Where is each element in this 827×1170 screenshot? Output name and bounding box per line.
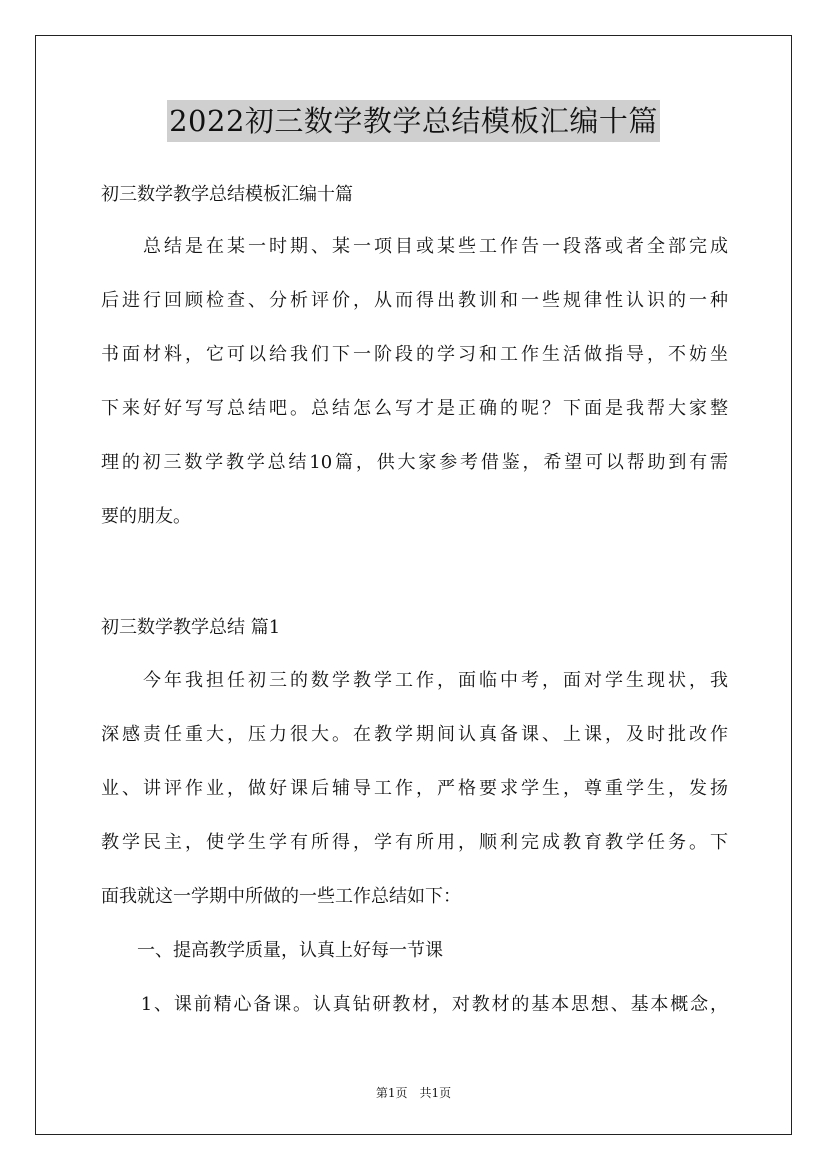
page-footer: 第1页 共1页 — [375, 1086, 452, 1100]
section-line: 面我就这一学期中所做的一些工作总结如下： — [101, 886, 461, 907]
intro-line: 后进行回顾检查、分析评价，从而得出教训和一些规律性认识的一种 — [101, 290, 728, 311]
section-line: 今年我担任初三的数学教学工作，面临中考，面对学生现状，我 — [101, 670, 728, 691]
title-wrap — [0, 100, 827, 142]
section-line: 业、讲评作业，做好课后辅导工作，严格要求学生，尊重学生，发扬 — [101, 778, 728, 799]
item-line: 1、课前精心备课。认真钻研教材，对教材的基本思想、基本概念， — [101, 994, 728, 1015]
section-line: 深感责任重大，压力很大。在教学期间认真备课、上课，及时批改作 — [101, 724, 728, 745]
intro-line: 理的初三数学教学总结10篇，供大家参考借鉴，希望可以帮助到有需 — [101, 452, 728, 473]
intro-line: 书面材料，它可以给我们下一阶段的学习和工作生活做指导，不妨坐 — [101, 344, 728, 365]
section-line: 教学民主，使学生学有所得，学有所用，顺利完成教育教学任务。下 — [101, 832, 728, 853]
subheading: 一、提高教学质量，认真上好每一节课 — [101, 940, 443, 961]
document-title: 2022初三数学教学总结模板汇编十篇 — [167, 100, 660, 142]
section-heading: 初三数学教学总结 篇1 — [101, 617, 281, 638]
intro-line: 要的朋友。 — [101, 506, 191, 527]
document-subtitle: 初三数学教学总结模板汇编十篇 — [101, 184, 353, 205]
intro-line: 下来好好写写总结吧。总结怎么写才是正确的呢？下面是我帮大家整 — [101, 398, 728, 419]
intro-line: 总结是在某一时期、某一项目或某些工作告一段落或者全部完成 — [101, 236, 728, 257]
